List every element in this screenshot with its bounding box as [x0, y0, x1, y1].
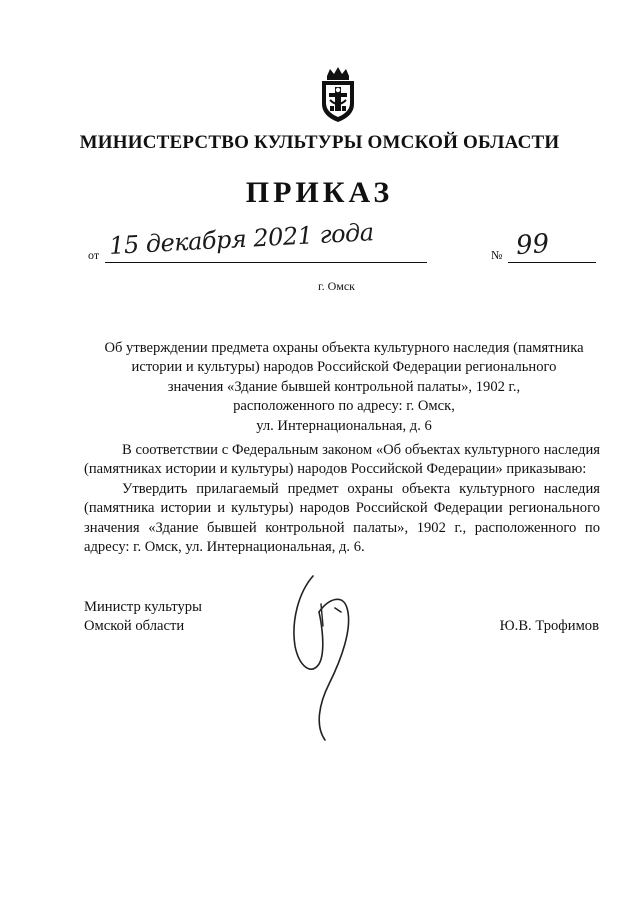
number-prefix: №: [491, 248, 503, 262]
city-label: г. Омск: [318, 279, 355, 293]
order-subject: [88, 339, 600, 436]
subject-line: истории и культуры) народов Российской Федерации регионального: [131, 359, 557, 376]
date-underline: [105, 262, 427, 263]
handwritten-date: 15 декабря 2021 года: [108, 218, 375, 260]
document-type-title: ПРИКАЗ: [245, 176, 394, 209]
ministry-name: МИНИСТЕРСТВО КУЛЬТУРЫ ОМСКОЙ ОБЛАСТИ: [79, 132, 560, 153]
subject-line: расположенного по адресу: г. Омск,: [233, 398, 455, 415]
omsk-coat-of-arms-icon: [318, 66, 358, 124]
signatory-title-line: Министр культуры: [84, 599, 202, 615]
date-prefix: от: [88, 248, 100, 262]
date-number-row: [88, 218, 600, 274]
handwritten-signature-icon: [285, 568, 375, 748]
handwritten-number: 99: [514, 228, 551, 262]
signatory-title-line: Омской области: [84, 618, 185, 635]
subject-line: значения «Здание бывшей контрольной палаты», 1902 г.,: [167, 378, 521, 395]
subject-line: ул. Интернациональная, д. 6: [256, 417, 432, 434]
subject-line: Об утверждении предмета охраны объекта культурного наследия (памятника: [104, 340, 584, 356]
body-paragraph-order: Утвердить прилагаемый предмет охраны объекта культурного наследия (памятника истории и культуры) народов Российской Федерации регионального значения «Здание бывшей контрольной палаты», 1902 г., расположенного по адресу: г. Омск, ул. Интернациональная, д. 6.: [84, 480, 600, 556]
body-paragraph-preamble: В соответствии с Федеральным законом «Об объектах культурного наследия (памятниках истории и культуры) народов Российской Федерации» приказываю:: [84, 442, 600, 478]
signatory-name: Ю.В. Трофимов: [499, 618, 599, 634]
signatory-title: [84, 598, 202, 637]
number-underline: [508, 262, 596, 263]
order-body: [84, 441, 600, 557]
